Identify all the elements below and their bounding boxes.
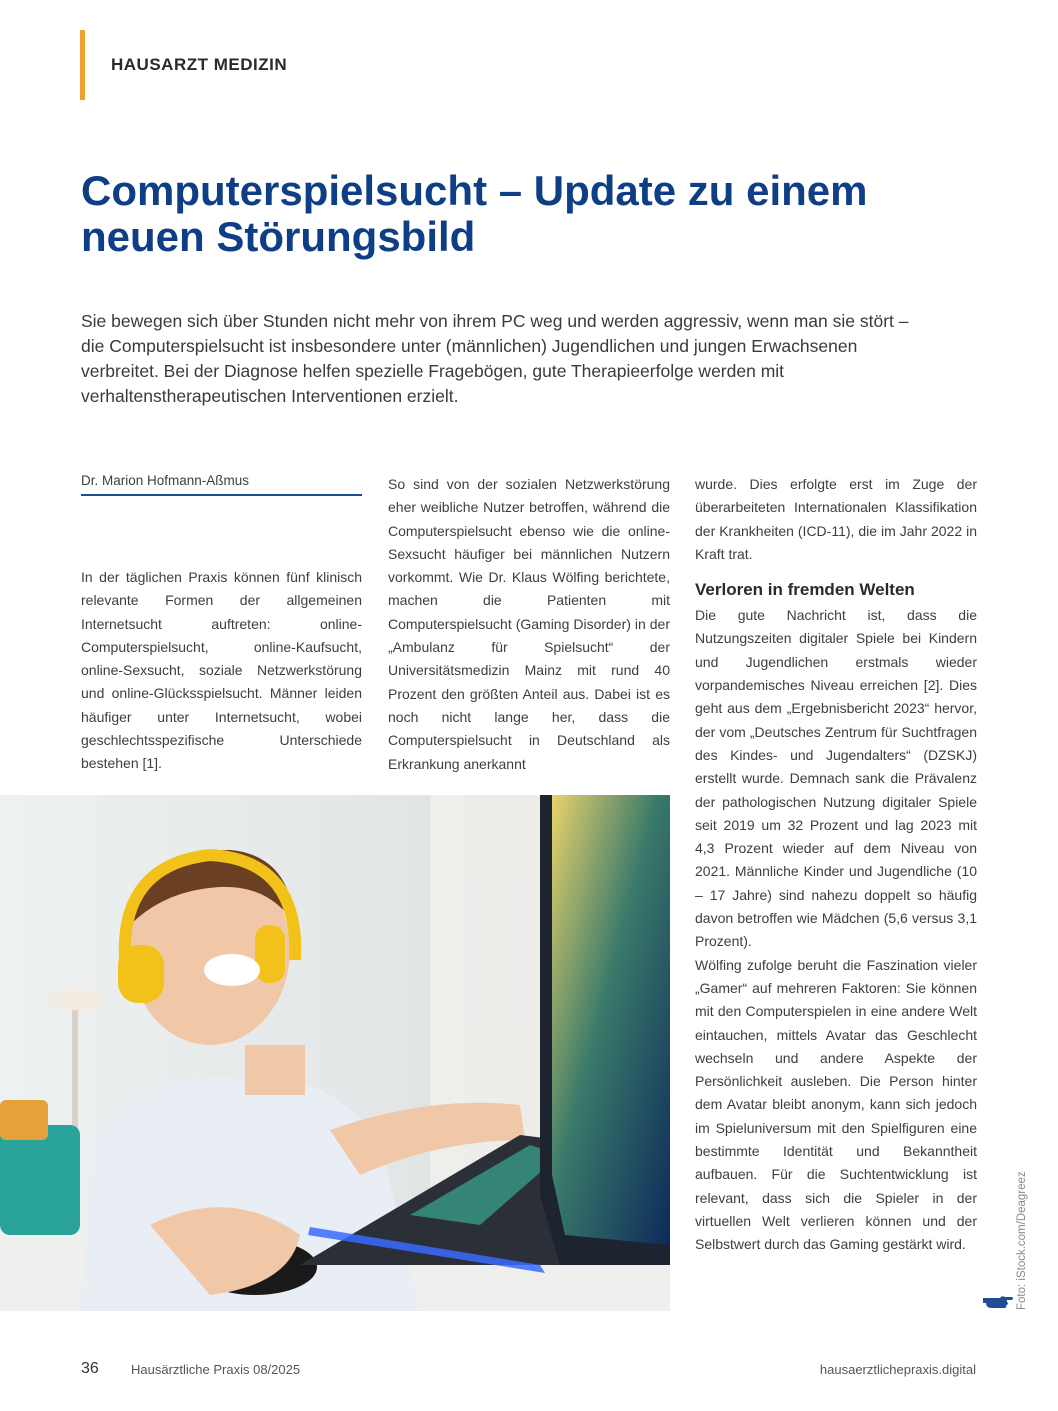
photo-credit: Foto: iStock.com/Deagreez	[1016, 1171, 1028, 1310]
magazine-issue: Hausärztliche Praxis 08/2025	[131, 1362, 301, 1377]
pointing-hand-icon	[982, 1292, 1014, 1310]
author-byline: Dr. Marion Hofmann-Aßmus	[81, 473, 362, 496]
page-number: 36	[81, 1360, 99, 1377]
body-paragraph: Wölfing zufolge beruht die Faszination vieler „Gamer“ auf mehreren Faktoren: Sie können mit den Computerspielen in eine andere Welt eintauchen, mittels Avatar das Geschlecht wechseln und andere Aspekte der Persönlichkeit ausleben. Die Person hinter dem Avatar bleibt anonym, kann sich jedoch im Spieluniversum mit den Spielfiguren eine bestimmte Identität und Bekanntheit aufbauen. Für die Suchtentwicklung ist relevant, dass sich die Spieler in der virtuellen Welt verlieren können und der Selbstwert durch das Gaming gestärkt wird.	[695, 956, 977, 1253]
section-label: HAUSARZT MEDIZIN	[111, 55, 288, 74]
body-paragraph: In der täglichen Praxis können fünf klinisch relevante Formen der allgemeinen Internetsucht auftreten: online-Computerspielsucht, online-Kaufsucht, online-Sexsucht, soziale Netzwerkstörung und online-Glücksspielsucht. Männer leiden häufiger unter Internetsucht, wobei geschlechtsspezifische Unterschiede bestehen [1].	[81, 569, 362, 772]
subheading: Verloren in fremden Welten	[695, 580, 915, 600]
column-2	[388, 473, 670, 776]
column-3	[695, 473, 977, 1257]
boy-gaming-illustration	[0, 795, 670, 1311]
body-paragraph: Die gute Nachricht ist, dass die Nutzungszeiten digitaler Spiele bei Kindern und Jugendlichen erstmals wieder vorpandemisches Niveau erreichen [2]. Dies geht aus dem „Ergebnisbericht 2023“ hervor, der vom „Deutsches Zentrum für Suchtfragen des Kindes- und Jugendalters“ (DZSKJ) erstellt wurde. Demnach sank die Prävalenz der pathologischen Nutzung digitaler Spiele seit 2019 um 32 Prozent und lag 2023 mit 4,3 Prozent wieder auf dem Niveau von 2021. Männliche Kinder und Jugendliche (10 – 17 Jahre) sind nahezu doppelt so häufig davon betroffen wie Mädchen (5,6 versus 3,1 Prozent).	[695, 607, 977, 950]
section-accent-bar	[80, 30, 85, 100]
article-photo	[0, 795, 670, 1311]
body-paragraph: wurde. Dies erfolgte erst im Zuge der überarbeiteten Internationalen Klassifikation der Krankheiten (ICD-11), die im Jahr 2022 in Kraft trat.	[695, 476, 977, 562]
column-1	[81, 566, 362, 776]
article-title: Computerspielsucht – Update zu einem neuen Störungsbild	[81, 167, 868, 260]
article-lead: Sie bewegen sich über Stunden nicht mehr von ihrem PC weg und werden aggressiv, wenn man sie stört – die Computerspielsucht ist insbesondere unter (männlichen) Jugendlichen und jungen Erwachsenen verbreitet. Bei der Diagnose helfen spezielle Fragebögen, gute Therapieerfolge werden mit verhaltenstherapeutischen Interventionen erzielt.	[81, 311, 909, 406]
body-paragraph: So sind von der sozialen Netzwerkstörung eher weibliche Nutzer betroffen, während die Computerspielsucht ebenso wie die online-Sexsucht häufiger bei männlichen Nutzern vorkommt. Wie Dr. Klaus Wölfing berichtete, machen die Patienten mit Computerspielsucht (Gaming Disorder) in der „Ambulanz für Spielsucht“ der Universitätsmedizin Mainz mit rund 40 Prozent den größten Anteil aus. Dabei ist es noch nicht lange her, dass die Computerspielsucht in Deutschland als Erkrankung anerkannt	[388, 476, 670, 772]
website-url: hausaerztlichepraxis.digital	[819, 1362, 976, 1377]
